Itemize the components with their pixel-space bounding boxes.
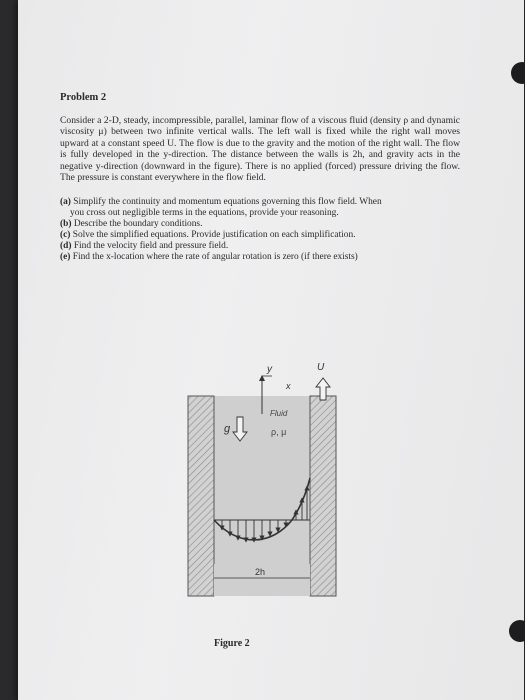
figure-caption: Figure 2 <box>214 638 250 649</box>
y-axis-label: y <box>267 364 272 375</box>
problem-statement: Consider a 2-D, steady, incompressible, parallel, laminar flow of a viscous fluid (density ρ and dynamic viscosity μ) between two infinite vertical walls. The left wall is fixed while the right wall moves upward at a constant speed U. The flow is due to the gravity and the motion of the right wall. The flow is fully developed in the y-direction. The distance between the walls is 2h, and gravity acts in the negative y-direction (downward in the figure). There is no applied (forced) pressure driving the flow. The pressure is constant everywhere in the flow field. <box>60 115 460 184</box>
question-text: Solve the simplified equations. Provide justification on each simplification. <box>72 230 356 241</box>
question-text: Simplify the continuity and momentum equations governing this flow field. When <box>73 197 382 208</box>
question-text: Describe the boundary conditions. <box>73 219 203 230</box>
question-text: Find the x-location where the rate of angular rotation is zero (if there exists) <box>72 252 358 263</box>
question-label: (d) <box>60 241 72 252</box>
wall-speed-label: U <box>317 362 325 373</box>
question-text: Find the velocity field and pressure field. <box>73 241 229 252</box>
question-a-continued: you cross out negligible terms in the equations, provide your reasoning. <box>70 208 339 219</box>
question-label: (c) <box>60 230 71 241</box>
question-label: (b) <box>60 219 72 230</box>
x-axis-label: x <box>286 381 291 391</box>
left-wall <box>188 396 214 596</box>
question-label: (e) <box>60 252 71 263</box>
width-dimension-label: 2h <box>255 567 266 577</box>
fluid-properties-label: ρ, μ <box>271 427 287 437</box>
problem-title: Problem 2 <box>60 92 107 103</box>
right-wall <box>310 396 336 596</box>
gravity-label: g <box>224 423 231 435</box>
question-label: (a) <box>60 197 71 208</box>
fluid-label: Fluid <box>270 409 288 418</box>
